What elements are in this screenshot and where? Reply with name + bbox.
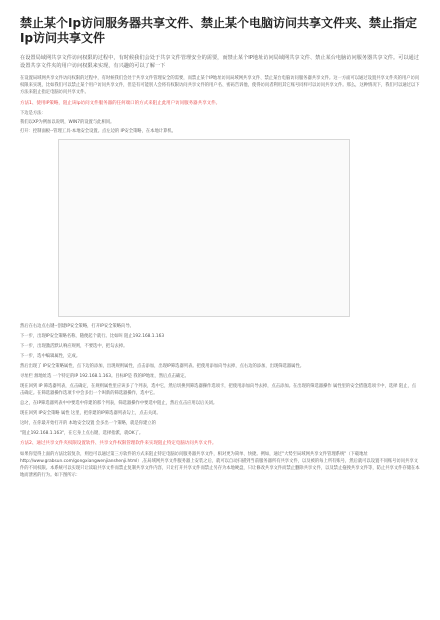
body-paragraph-2: 如果你觉得上面的方法比较复杂，则也可以通过第三方软件的方式来阻止特定电脑访问服务器共享文件，相对更为简单、快捷。例如，通过"大势至局域网共享文件管理系统"（下载地址 http://www.grabsun.com/gongxiangwenjianshenji.html）,在局域网共享文件服务器上安装之后，就可以自动扫描到当前服务器所有共享文件，以及被的每上所有账号，然后就可以设置不同账号访问共享文件的不同权限。本系统可以实现只让读取共享文件而禁止复制共享文件内容，只让打开共享文件而禁止另存为本地硬盘，只让修改共享文件而禁止删除共享文件，以及禁止拖拽共享文件等，防止共享文件存储在本地而泄密的行为。如下图所示： — [20, 452, 420, 479]
body-paragraph-1: 在设置局域网共享文件访问权限的过程中，有时候我们会处于共享文件管理安全的需要，而禁止某个IP地址访问局域网共享文件、禁止某台电脑访问服务器共享文件。这一方面可以通过设置共享文件夹的用户访问权限来实现，比如我们可以禁止某个用户访问共享文件，但是有可能别人会将有权限访问共享文件的用户名、密码告诉他，使得访问者利用其它账号同样可以访问共享文件。那么，这种情况下，我们可以通过以下方法来阻止指定电脑访问共享文件。 — [20, 76, 420, 95]
method-2-heading: 方法2、通过共享文件夹权限设置软件、共享文件权限管理软件来实现阻止特定电脑访问共享文件。 — [20, 441, 217, 447]
method-1-heading: 方法1、使用IP策略，阻止该Ip访问文件服务器的任何端口的方式来阻止此用户访问服务器共享文件。 — [20, 101, 221, 106]
step-item: 然后出现了 IP安全策略属性，点下边的添加，出现规则属性，点击添加，出现IP筛选器列表。把使用添加向导去掉，点右边的添加，出现筛选器属性。 — [20, 364, 305, 370]
step-item: 下一步，选中编辑属性，完成。 — [20, 354, 81, 360]
page-title: 禁止某个Ip访问服务器共享文件、禁止某个电脑访问共享文件夹、禁止指定Ip访问共享文件 — [20, 16, 418, 45]
step-item: 这时，在你最开始打开的 本地安全设置 会多出一个策略，就是你建立的 — [20, 421, 156, 427]
step-item: "阻止192.168.1.163"，在它身上点右键，选择指派，就OK了。 — [20, 431, 144, 437]
step-item: 下一步，出现IP安全策略名称，随便起个就行。比如叫 阻止192.168.1.163 — [20, 334, 165, 340]
step-item: 寻址栏 源地址选 一个特定的IP 192.168.1.163。目标IP是 我的IP地址，然后点击确定。 — [20, 374, 189, 380]
open-instructions: 打开：控制面板--管理工具-本地安全设置。点左边的 IP安全策略，在本地计算机。 — [20, 128, 176, 134]
step-item: 然后在右边点右键--创建IP安全策略，打开IP安全策略向导。 — [20, 324, 134, 330]
steps-intro: 下边是方法： — [20, 111, 46, 116]
step-item: 下一步，出现激活默认响应规则，不要选中，把勾去掉。 — [20, 344, 128, 350]
steps-list — [20, 323, 420, 437]
step-item: 总之，在IP筛选器列表中中要选中你建的那个列表，筛选器操作中要选中阻止，然后点击应用以后关闭。 — [20, 401, 218, 407]
step-item: 现在回到 IP安全策略 属性 这里，把你建的IP筛选器列表勾上，点击关闭。 — [20, 411, 161, 417]
step-item: 现在回到 IP 筛选器列表，点击确定，在规则属性里应该多了个列表，选中它，然后切换到筛选器操作选项卡，把使用添加向导去掉，点击添加。在出现的筛选器操作 属性里的安全措施选项卡中，选择 阻止，点击确定。在筛选器操作选项卡中会多出一个叫新的筛选器操作，选中它。 — [20, 384, 417, 397]
environment-note: 我们以XP为例加以说明，WIN7的设置与此相同。 — [20, 119, 115, 125]
intro-paragraph: 在设置局域网共享文件访问权限的过程中，有时候我们会处于共享文件管理安全的需要，而禁止某个IP地址访问局域网共享文件、禁止某台电脑访问服务器共享文件。可以通过设置共享文件夹的用户访问权限来实现，有兴趣的可以了解一下 — [20, 55, 419, 69]
screenshot-image-placeholder — [58, 139, 350, 317]
